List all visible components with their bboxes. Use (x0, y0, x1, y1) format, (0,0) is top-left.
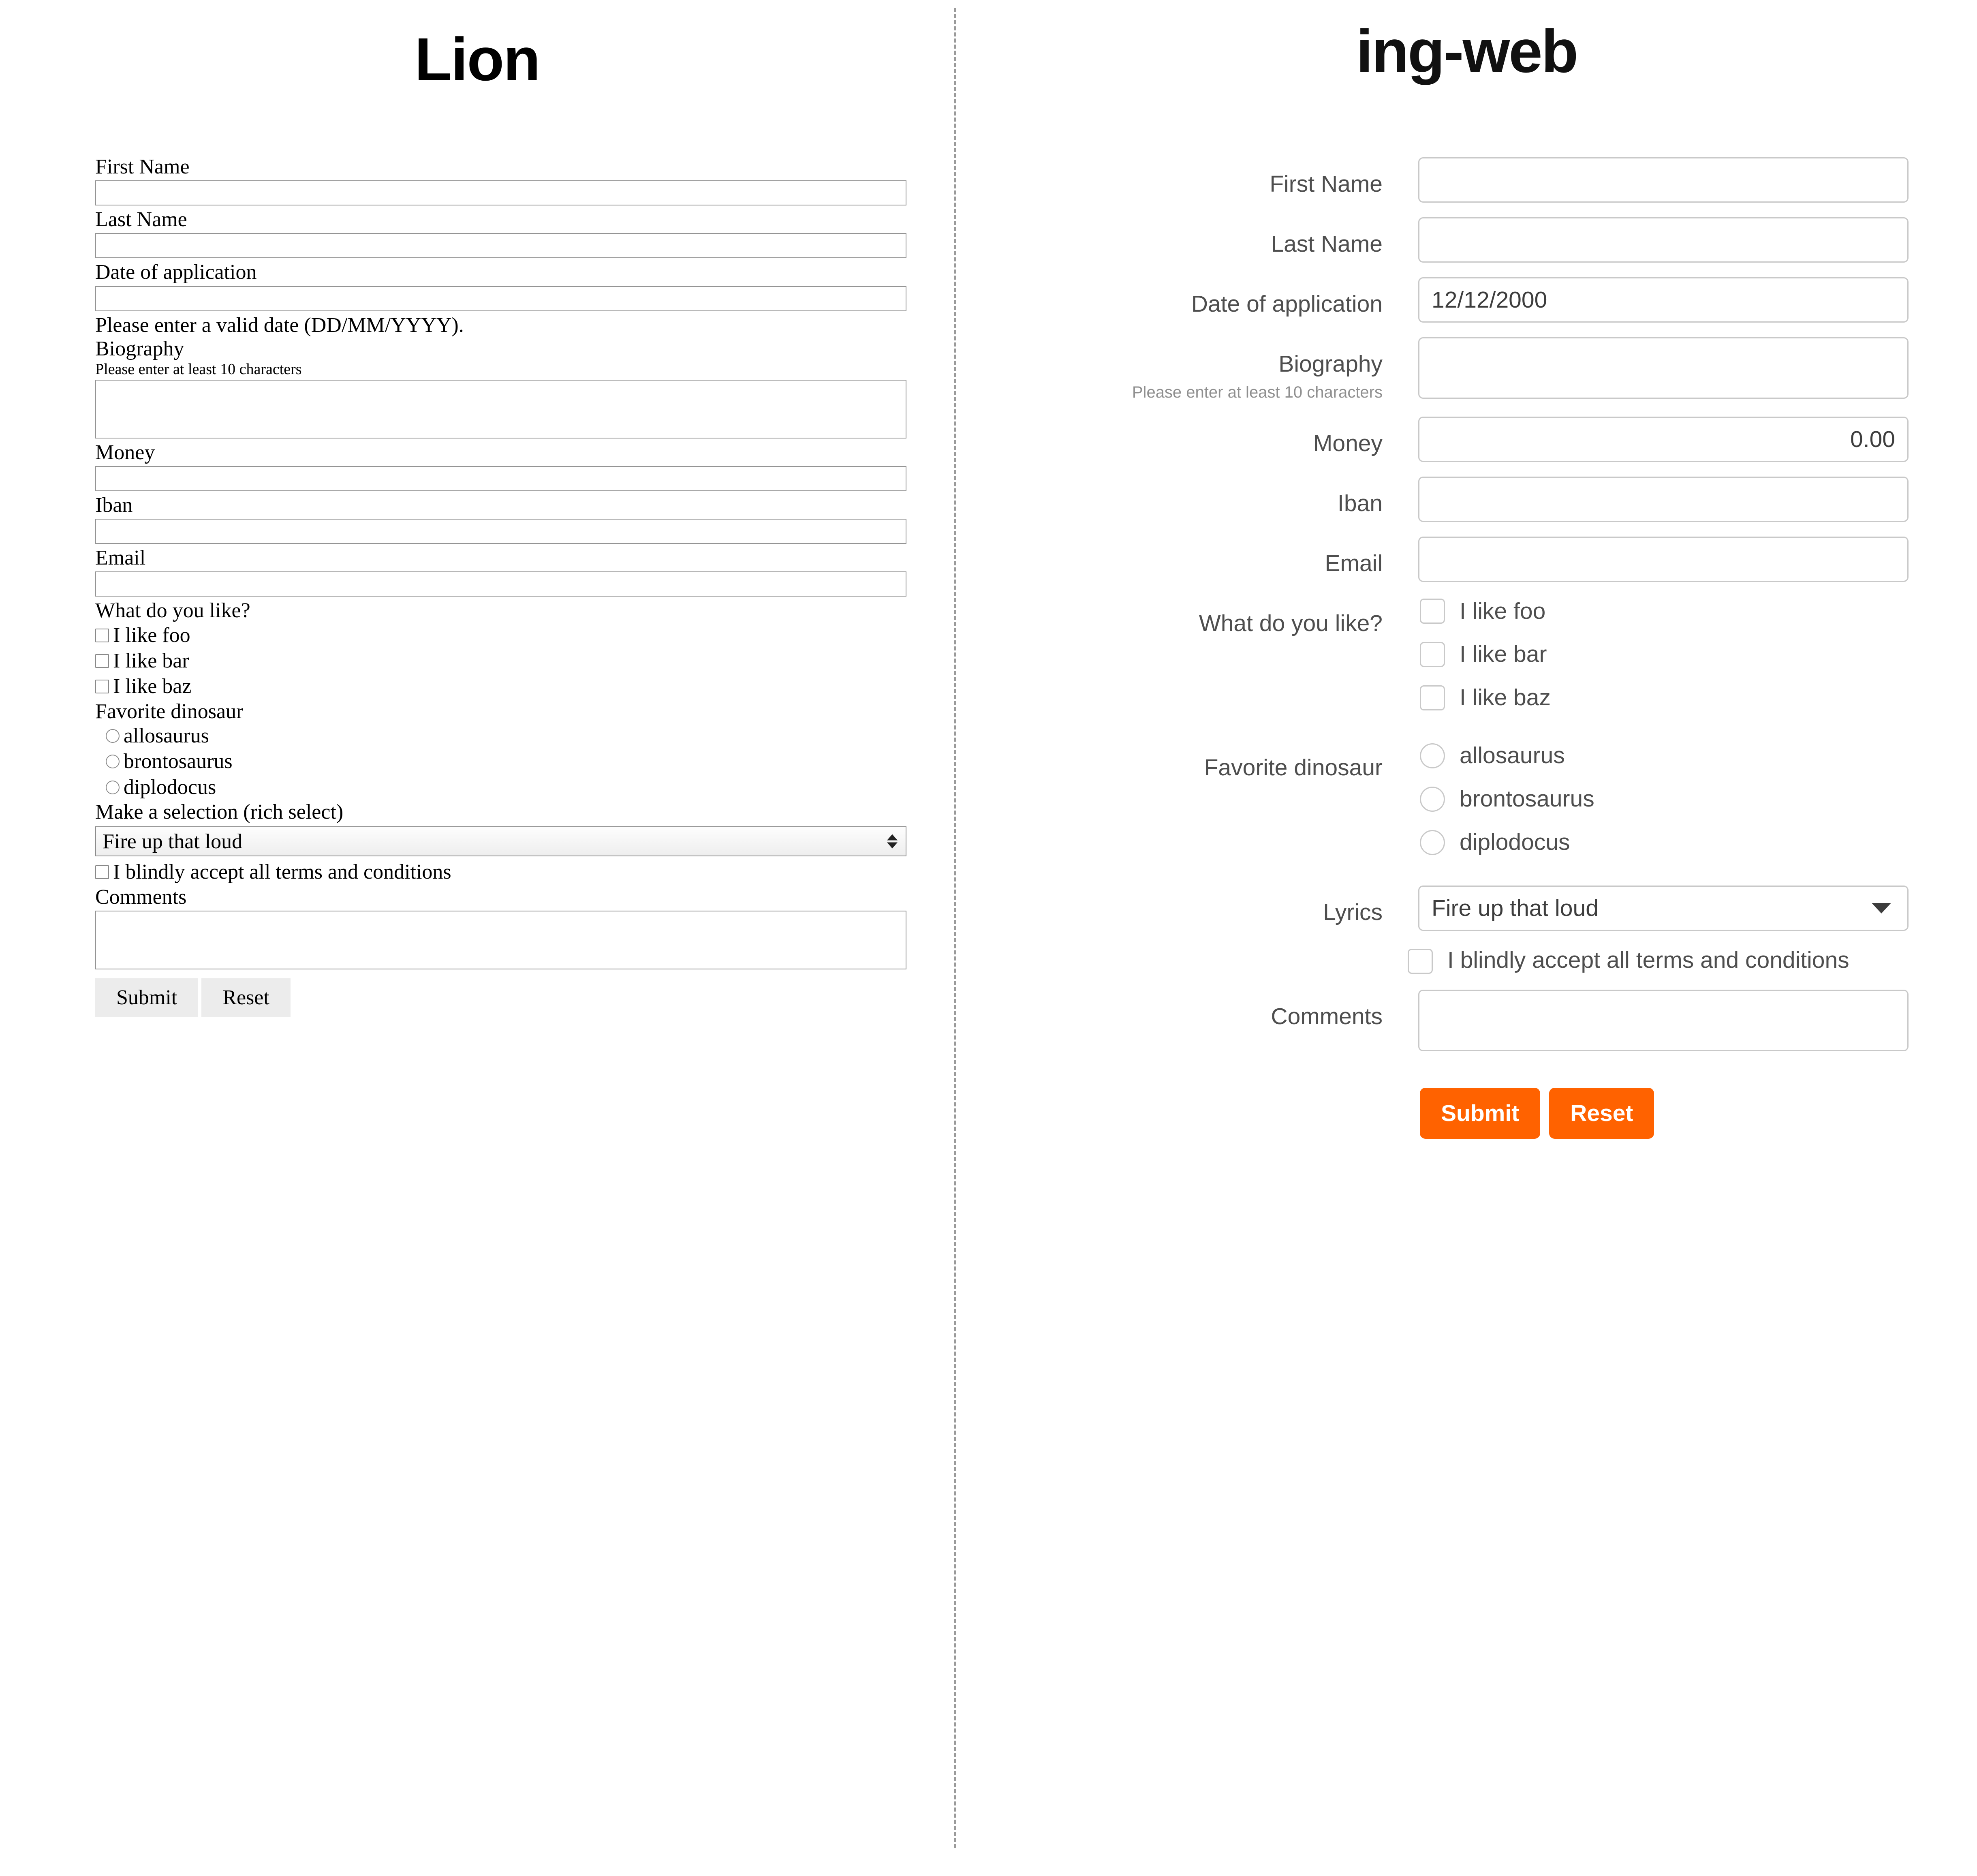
last-name-label: Last Name (95, 208, 187, 231)
right-panel-title: ing-web (1356, 17, 1577, 85)
date-of-application-input[interactable] (95, 286, 906, 311)
left-panel-lion (0, 0, 954, 1876)
lion-form (95, 155, 906, 1017)
ing-checkbox-row-baz[interactable] (1418, 683, 1925, 712)
checkbox-row-bar[interactable] (95, 648, 906, 673)
what-do-you-like-label: What do you like? (95, 599, 250, 622)
submit-button[interactable]: Submit (95, 978, 198, 1017)
ing-likes-label: What do you like? (1199, 610, 1383, 636)
ing-biography-label (1013, 337, 1418, 402)
money-label: Money (95, 441, 155, 464)
ing-comments-textarea[interactable] (1418, 990, 1909, 1051)
favorite-dinosaur-label: Favorite dinosaur (95, 699, 244, 723)
checkbox-bar[interactable] (95, 654, 109, 668)
terms-row[interactable] (95, 860, 906, 884)
ing-terms-row[interactable] (1406, 945, 1925, 975)
email-input[interactable] (95, 571, 906, 597)
ing-money-label: Money (1313, 430, 1383, 456)
ing-terms-spacer (1013, 945, 1406, 958)
date-of-application-label: Date of application (95, 261, 257, 284)
radio-brontosaurus[interactable] (106, 755, 120, 768)
left-panel-title: Lion (415, 25, 540, 93)
comments-textarea[interactable] (95, 911, 906, 969)
radio-allosaurus[interactable] (106, 729, 120, 743)
checkbox-bar-label: I like bar (113, 649, 189, 673)
ing-row-date (1013, 277, 1925, 323)
ing-row-first-name (1013, 157, 1925, 203)
radio-allosaurus-label: allosaurus (124, 724, 209, 747)
select-spinner-icon (887, 834, 898, 849)
first-name-label: First Name (95, 155, 190, 178)
radio-brontosaurus-label: brontosaurus (124, 750, 233, 773)
reset-button[interactable]: Reset (201, 978, 291, 1017)
checkbox-row-foo[interactable] (95, 623, 906, 648)
iban-input[interactable] (95, 519, 906, 544)
ing-button-group (1420, 1088, 1925, 1139)
ing-row-last-name (1013, 217, 1925, 263)
ing-radio-diplodocus-label: diplodocus (1460, 829, 1570, 856)
email-label: Email (95, 546, 146, 570)
checkbox-terms[interactable] (95, 865, 109, 879)
checkbox-foo-label: I like foo (113, 623, 190, 647)
ing-last-name-label: Last Name (1271, 231, 1383, 257)
ing-row-money (1013, 417, 1925, 462)
ing-row-terms (1013, 945, 1925, 975)
radio-row-allosaurus[interactable] (95, 723, 906, 748)
ing-checkbox-terms[interactable] (1408, 949, 1433, 974)
ing-first-name-label: First Name (1270, 171, 1383, 197)
ing-iban-label: Iban (1338, 490, 1383, 516)
ing-first-name-input[interactable] (1418, 157, 1909, 203)
ing-checkbox-bar-label: I like bar (1460, 641, 1547, 667)
ing-form (1013, 157, 1925, 1139)
ing-checkbox-foo[interactable] (1420, 599, 1445, 624)
ing-radio-allosaurus[interactable] (1420, 743, 1445, 768)
lion-button-group (95, 978, 906, 1017)
checkbox-baz[interactable] (95, 680, 109, 693)
rich-select-label: Make a selection (rich select) (95, 800, 344, 824)
ing-checkbox-row-foo[interactable] (1418, 597, 1925, 626)
comments-label: Comments (95, 885, 187, 909)
ing-date-label: Date of application (1191, 291, 1383, 317)
ing-radio-brontosaurus-label: brontosaurus (1460, 786, 1594, 812)
ing-last-name-input[interactable] (1418, 217, 1909, 263)
chevron-down-icon (1872, 903, 1891, 913)
ing-lyrics-select[interactable] (1418, 886, 1909, 931)
rich-select-value: Fire up that loud (103, 830, 243, 853)
ing-reset-button[interactable]: Reset (1549, 1088, 1654, 1139)
ing-radio-diplodocus[interactable] (1420, 830, 1445, 855)
ing-lyrics-label: Lyrics (1323, 899, 1383, 926)
ing-date-input[interactable]: 12/12/2000 (1418, 277, 1909, 323)
ing-checkbox-baz[interactable] (1420, 685, 1445, 710)
ing-money-input[interactable]: 0.00 (1418, 417, 1909, 462)
radio-row-diplodocus[interactable] (95, 775, 906, 800)
ing-radio-brontosaurus[interactable] (1420, 787, 1445, 812)
ing-email-input[interactable] (1418, 537, 1909, 582)
ing-biography-label-text: Biography (1278, 351, 1383, 377)
right-panel-ing-web (956, 0, 1977, 1876)
ing-terms-label: I blindly accept all terms and conditions (1447, 947, 1849, 973)
ing-iban-input[interactable] (1418, 477, 1909, 522)
ing-lyrics-select-value: Fire up that loud (1432, 895, 1599, 922)
ing-biography-textarea[interactable] (1418, 337, 1909, 399)
checkbox-baz-label: I like baz (113, 675, 192, 698)
radio-diplodocus[interactable] (106, 781, 120, 794)
ing-checkbox-baz-label: I like baz (1460, 685, 1551, 711)
ing-radio-row-brontosaurus[interactable] (1418, 784, 1925, 814)
checkbox-foo[interactable] (95, 629, 109, 642)
money-input[interactable] (95, 466, 906, 491)
first-name-input[interactable] (95, 180, 906, 205)
ing-submit-button[interactable]: Submit (1420, 1088, 1540, 1139)
ing-checkbox-bar[interactable] (1420, 642, 1445, 667)
ing-row-comments (1013, 990, 1925, 1051)
ing-dinosaur-label: Favorite dinosaur (1204, 755, 1383, 781)
ing-radio-allosaurus-label: allosaurus (1460, 742, 1565, 769)
ing-row-likes (1013, 597, 1925, 727)
biography-textarea[interactable] (95, 380, 906, 439)
ing-checkbox-foo-label: I like foo (1460, 598, 1546, 624)
ing-email-label: Email (1325, 550, 1383, 576)
radio-row-brontosaurus[interactable] (95, 749, 906, 774)
checkbox-row-baz[interactable] (95, 674, 906, 699)
ing-biography-hint: Please enter at least 10 characters (1132, 383, 1383, 401)
last-name-input[interactable] (95, 233, 906, 258)
ing-row-iban (1013, 477, 1925, 522)
ing-comments-label: Comments (1271, 1003, 1383, 1030)
biography-label: Biography (95, 337, 184, 360)
biography-hint: Please enter at least 10 characters (95, 361, 302, 378)
date-validation-message: Please enter a valid date (DD/MM/YYYY). (95, 313, 464, 337)
ing-checkbox-row-bar[interactable] (1418, 640, 1925, 669)
iban-label: Iban (95, 493, 133, 517)
radio-diplodocus-label: diplodocus (124, 775, 216, 799)
ing-radio-row-diplodocus[interactable] (1418, 828, 1925, 857)
rich-select[interactable] (95, 826, 906, 856)
ing-row-email (1013, 537, 1925, 582)
ing-row-biography (1013, 337, 1925, 402)
ing-row-dinosaur (1013, 741, 1925, 871)
ing-row-lyrics (1013, 886, 1925, 931)
ing-radio-row-allosaurus[interactable] (1418, 741, 1925, 770)
terms-label: I blindly accept all terms and conditions (113, 860, 451, 884)
